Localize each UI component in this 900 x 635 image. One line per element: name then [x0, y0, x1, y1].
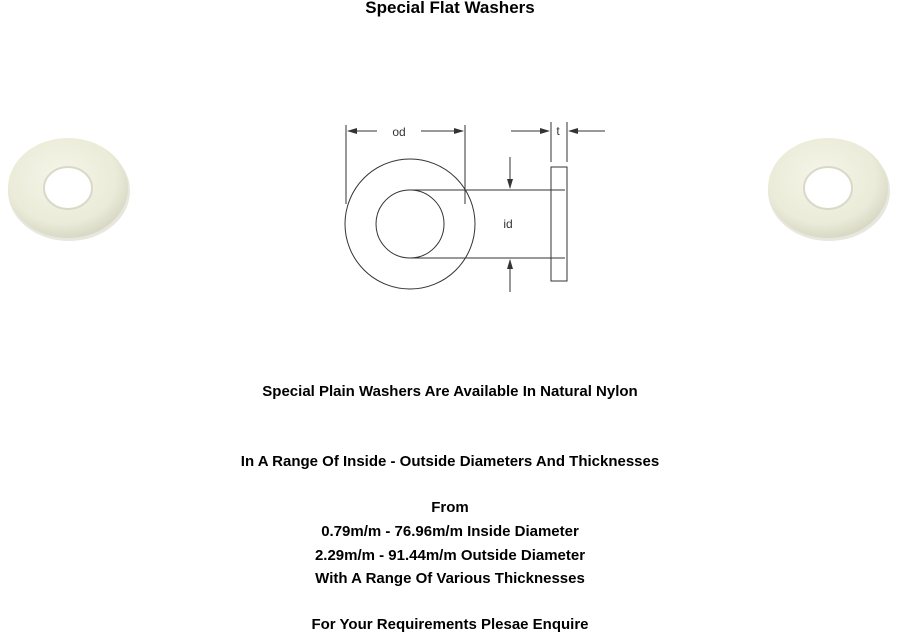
inside-diameter-range: 0.79m/m - 76.96m/m Inside Diameter: [321, 523, 579, 540]
t-label: t: [556, 124, 560, 138]
thickness-side-view: [551, 167, 567, 281]
range-text: In A Range Of Inside - Outside Diameters And Thicknesses: [240, 453, 660, 470]
outside-diameter-range: 2.29m/m - 91.44m/m Outside Diameter: [314, 547, 586, 564]
from-text: From: [431, 499, 469, 516]
page-title: Special Flat Washers: [365, 0, 535, 17]
od-label: od: [392, 125, 406, 139]
nylon-washer-image-left: [6, 135, 132, 243]
washer-dimension-diagram: [335, 112, 605, 297]
outer-diameter-circle: [345, 159, 475, 289]
id-label: id: [503, 217, 513, 231]
inner-diameter-circle: [376, 190, 444, 258]
nylon-washer-image-right: [766, 135, 892, 243]
enquire-text: For Your Requirements Plesae Enquire: [311, 616, 589, 633]
availability-text: Special Plain Washers Are Available In Natural Nylon: [262, 383, 638, 400]
thickness-text: With A Range Of Various Thicknesses: [315, 570, 585, 587]
